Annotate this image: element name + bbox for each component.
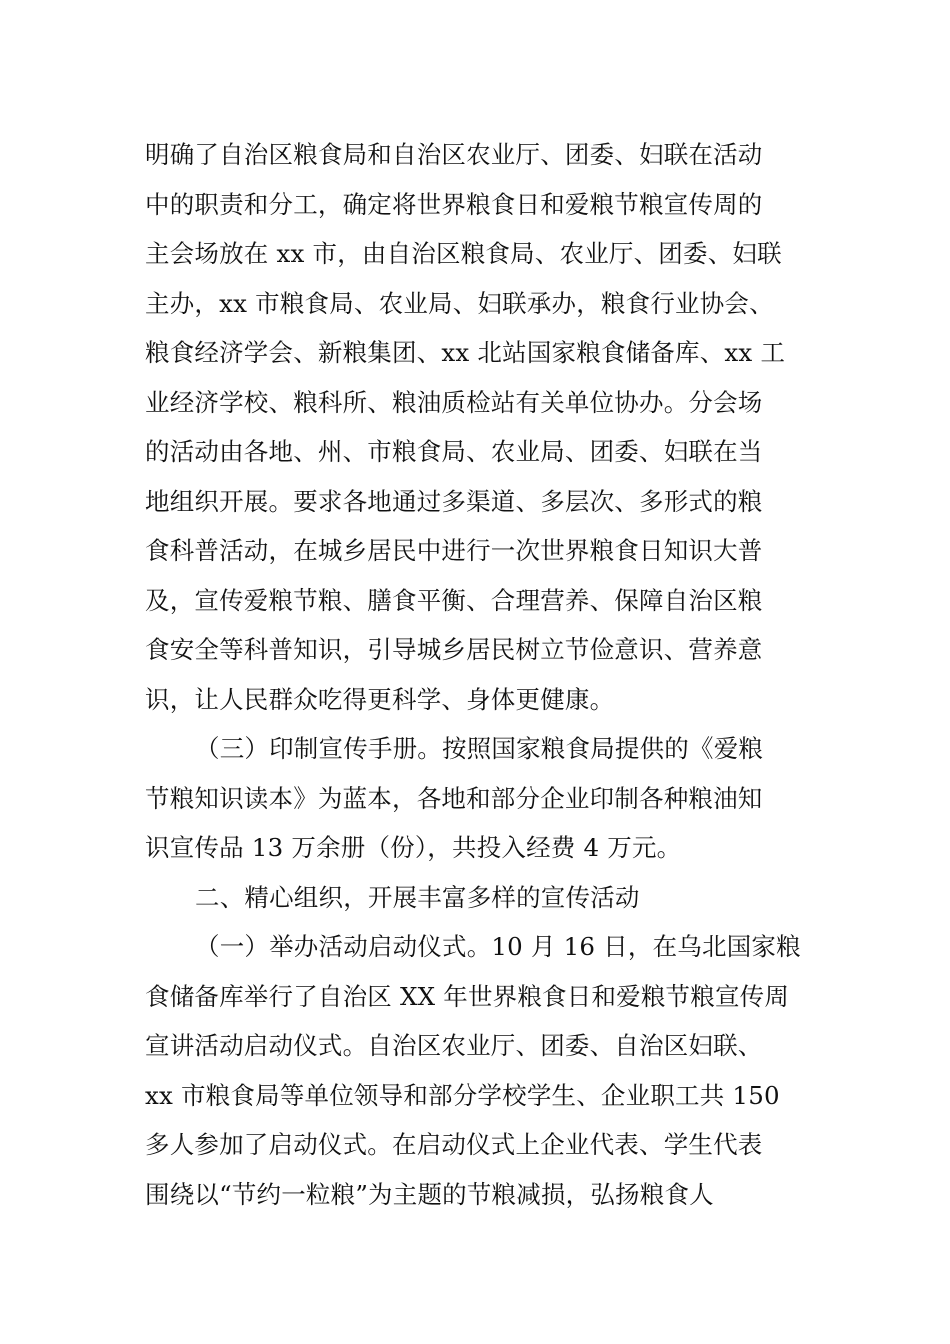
- paragraph-line-11: 食安全等科普知识，引导城乡居民树立节俭意识、营养意: [145, 635, 763, 664]
- paragraph-line-2: 中的职责和分工，确定将世界粮食日和爱粮节粮宣传周的: [145, 190, 763, 219]
- paragraph-1-line-6: 围绕以“节约一粒粮”为主题的节粮减损，弘扬粮食人: [145, 1180, 714, 1209]
- section-heading-2: 二、精心组织，开展丰富多样的宣传活动: [195, 883, 640, 912]
- paragraph-1-line-4: xx 市粮食局等单位领导和部分学校学生、企业职工共 150: [145, 1081, 780, 1110]
- paragraph-3-line-3: 识宣传品 13 万余册（份），共投入经费 4 万元。: [145, 833, 682, 862]
- paragraph-line-1: 明确了自治区粮食局和自治区农业厅、团委、妇联在活动: [145, 140, 763, 169]
- paragraph-3-line-2: 节粮知识读本》为蓝本，各地和部分企业印制各种粮油知: [145, 784, 763, 813]
- paragraph-1-line-5: 多人参加了启动仪式。在启动仪式上企业代表、学生代表: [145, 1130, 763, 1159]
- paragraph-line-6: 业经济学校、粮科所、粮油质检站有关单位协办。分会场: [145, 388, 763, 417]
- paragraph-1-line-1: （一）举办活动启动仪式。10 月 16 日，在乌北国家粮: [195, 932, 801, 961]
- paragraph-line-4: 主办，xx 市粮食局、农业局、妇联承办，粮食行业协会、: [145, 289, 774, 318]
- paragraph-line-5: 粮食经济学会、新粮集团、xx 北站国家粮食储备库、xx 工: [145, 338, 786, 367]
- paragraph-1-line-2: 食储备库举行了自治区 XX 年世界粮食日和爱粮节粮宣传周: [145, 982, 790, 1011]
- paragraph-line-7: 的活动由各地、州、市粮食局、农业局、团委、妇联在当: [145, 437, 763, 466]
- paragraph-line-10: 及，宣传爱粮节粮、膳食平衡、合理营养、保障自治区粮: [145, 586, 763, 615]
- paragraph-3-line-1: （三）印制宣传手册。按照国家粮食局提供的《爱粮: [195, 734, 764, 763]
- paragraph-line-12: 识，让人民群众吃得更科学、身体更健康。: [145, 685, 615, 714]
- paragraph-line-8: 地组织开展。要求各地通过多渠道、多层次、多形式的粮: [145, 487, 763, 516]
- paragraph-1-line-3: 宣讲活动启动仪式。自治区农业厅、团委、自治区妇联、: [145, 1031, 763, 1060]
- paragraph-line-9: 食科普活动，在城乡居民中进行一次世界粮食日知识大普: [145, 536, 763, 565]
- paragraph-line-3: 主会场放在 xx 市，由自治区粮食局、农业厅、团委、妇联: [145, 239, 782, 268]
